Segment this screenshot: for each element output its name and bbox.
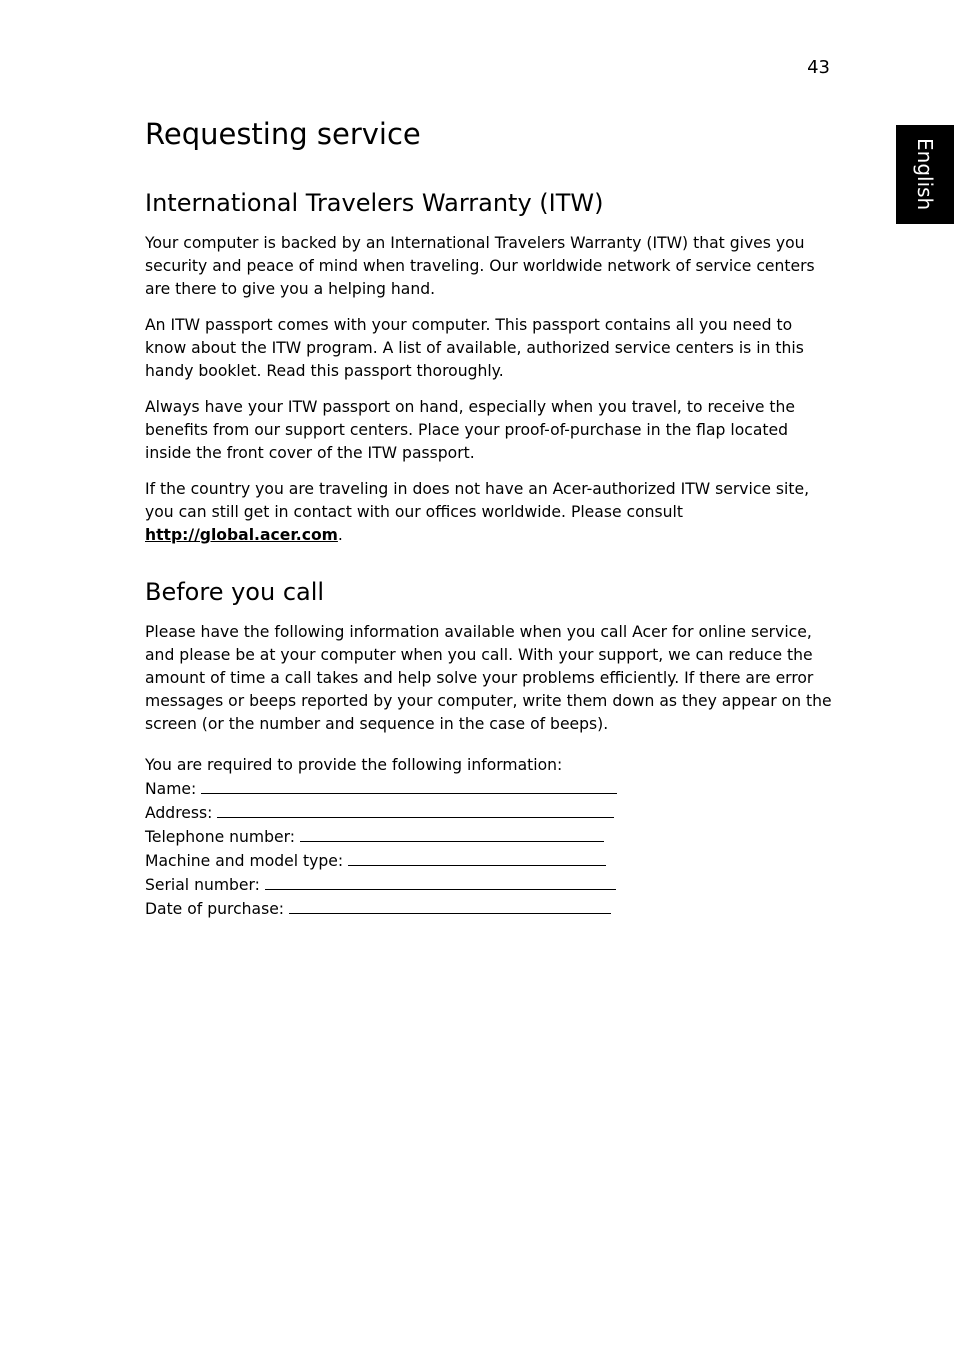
itw-heading: International Travelers Warranty (ITW): [145, 189, 604, 217]
page-title: Requesting service: [145, 117, 421, 151]
itw-paragraph-1: Your computer is backed by an International Travelers Warranty (ITW) that gives you security and peace of mind when traveling. Our worldwide network of service centers are there to give you a helping hand.: [145, 234, 815, 298]
address-field: [145, 801, 835, 825]
serial-label: Serial number:: [145, 876, 260, 894]
acer-global-link[interactable]: http://global.acer.com: [145, 526, 338, 544]
itw-paragraph-4-end: .: [337, 526, 343, 544]
date-field: [145, 897, 835, 921]
itw-paragraph-4-text: If the country you are traveling in does not have an Acer-authorized ITW service site, you can still get in contact with our offices worldwide. Please consult: [145, 480, 810, 521]
itw-paragraph-2: An ITW passport comes with your computer. This passport contains all you need to know about the ITW program. A list of available, authorized service centers is in this handy booklet. Read this passport thoroughly.: [145, 316, 804, 380]
before-call-heading: Before you call: [145, 578, 325, 606]
machine-field: [145, 849, 835, 873]
language-tab-label: English: [913, 138, 937, 211]
itw-section: [145, 186, 835, 547]
page-content: [145, 112, 835, 921]
machine-label: Machine and model type:: [145, 852, 344, 870]
date-label: Date of purchase:: [145, 900, 285, 918]
telephone-label: Telephone number:: [145, 828, 295, 846]
telephone-blank-line[interactable]: [300, 825, 604, 842]
address-blank-line[interactable]: [217, 801, 614, 818]
info-intro: You are required to provide the following information:: [145, 756, 563, 774]
itw-paragraph-3: Always have your ITW passport on hand, especially when you travel, to receive the benefits from our support centers. Place your proof-of-purchase in the flap located inside the front cover of the ITW passport.: [145, 398, 795, 462]
date-blank-line[interactable]: [289, 897, 611, 914]
before-call-section: [145, 575, 835, 921]
info-form: [145, 754, 835, 921]
name-blank-line[interactable]: [201, 777, 617, 794]
language-tab: [896, 125, 954, 224]
machine-blank-line[interactable]: [348, 849, 606, 866]
serial-blank-line[interactable]: [265, 873, 616, 890]
itw-paragraph-4: [145, 478, 835, 547]
serial-field: [145, 873, 835, 897]
telephone-field: [145, 825, 835, 849]
page-number: 43: [807, 57, 830, 78]
name-field: [145, 777, 835, 801]
before-call-paragraph: Please have the following information available when you call Acer for online service, and please be at your computer when you call. With your support, we can reduce the amount of time a call takes and help solve your problems efficiently. If there are error messages or beeps reported by your computer, write them down as they appear on the screen (or the number and sequence in the case of beeps).: [145, 623, 832, 733]
address-label: Address:: [145, 804, 213, 822]
name-label: Name:: [145, 780, 197, 798]
